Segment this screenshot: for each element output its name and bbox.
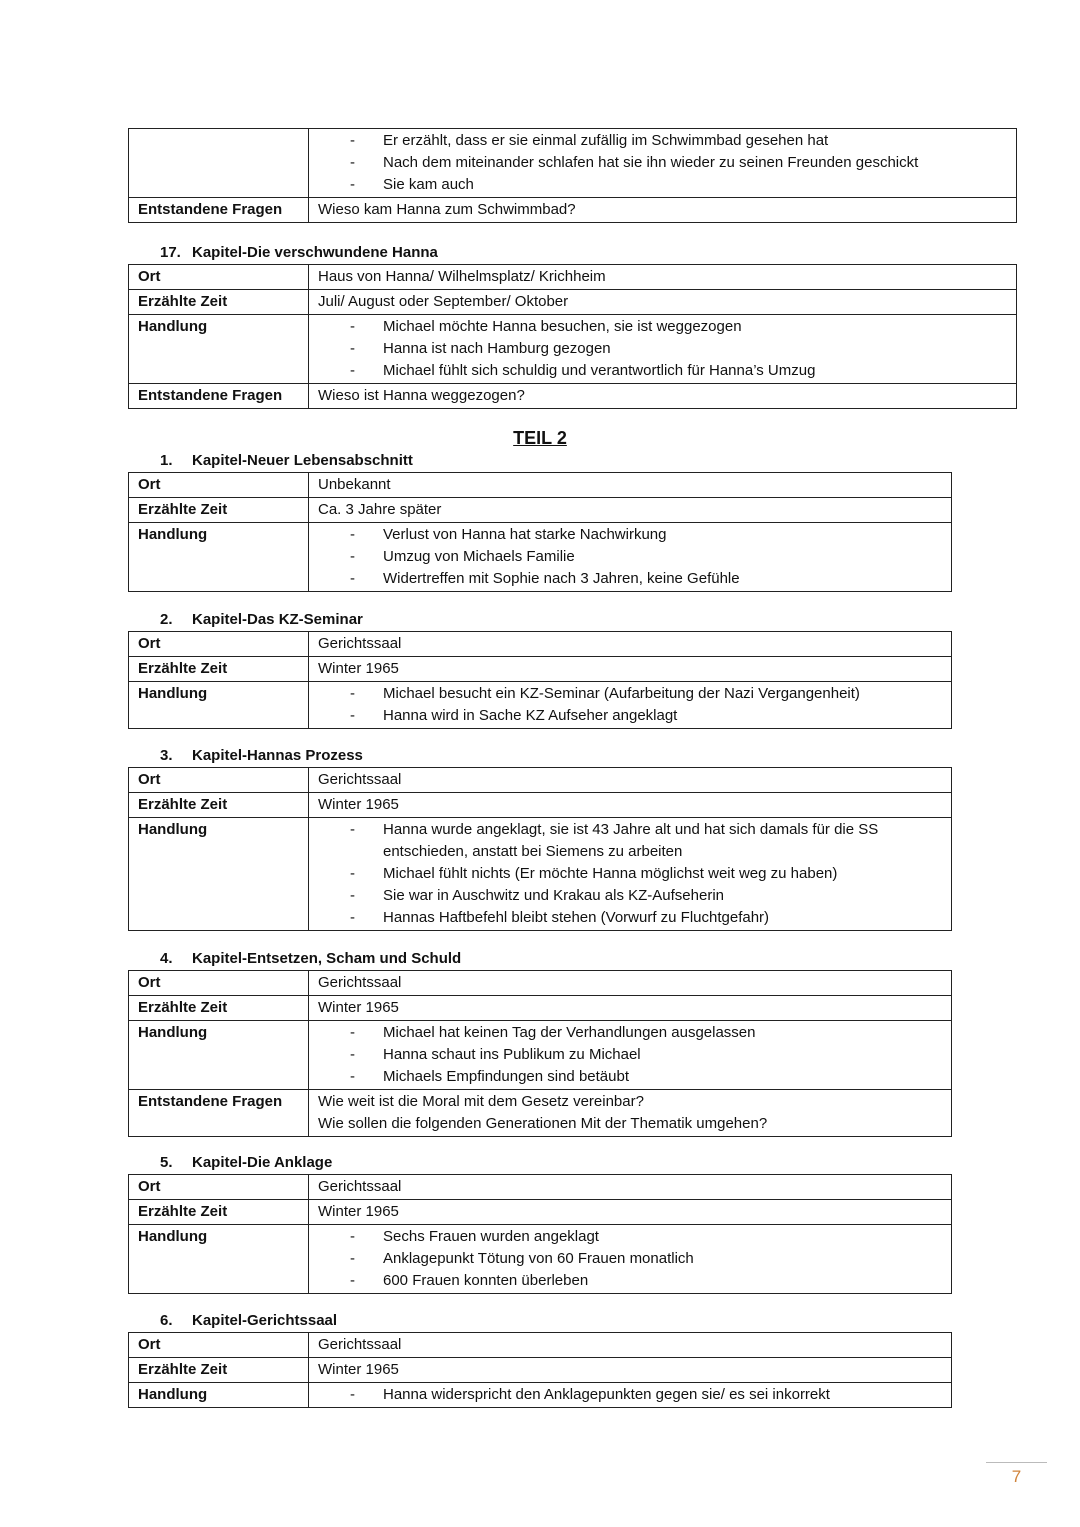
list-item: - Hannas Haftbefehl bleibt stehen (Vorwurf zu Fluchtgefahr)	[318, 907, 942, 929]
table-row	[129, 1200, 952, 1225]
ort-value: Gerichtssaal	[309, 768, 952, 793]
table-row	[129, 996, 952, 1021]
continued-table	[128, 128, 1017, 223]
list-item: - Er erzählt, dass er sie einmal zufällig im Schwimmbad gesehen hat	[318, 130, 1007, 152]
handlung-list	[318, 1384, 942, 1406]
ort-label: Ort	[129, 473, 309, 498]
handlung-cell	[309, 818, 952, 931]
handlung-list	[318, 1226, 942, 1292]
handlung-label: Handlung	[129, 1225, 309, 1294]
zeit-label: Erzählte Zeit	[129, 793, 309, 818]
chapter-table	[128, 1332, 952, 1408]
list-item: - Sie war in Auschwitz und Krakau als KZ-Aufseherin	[318, 885, 942, 907]
chapter-title	[128, 450, 952, 472]
list-item: - Hanna wird in Sache KZ Aufseher angeklagt	[318, 705, 942, 727]
chapter-title-text: Kapitel-Entsetzen, Scham und Schuld	[192, 950, 462, 967]
handlung-label: Handlung	[129, 682, 309, 729]
ort-value: Gerichtssaal	[309, 632, 952, 657]
chapter-table	[128, 631, 952, 729]
table-row	[129, 818, 952, 931]
handlung-list	[318, 819, 942, 929]
table-row	[129, 1333, 952, 1358]
table-row	[129, 682, 952, 729]
fragen-cell	[309, 1090, 952, 1137]
fragen-value: Wie weit ist die Moral mit dem Gesetz vereinbar?	[318, 1093, 644, 1110]
zeit-label: Erzählte Zeit	[129, 290, 309, 315]
chapter-title-text: Kapitel-Die Anklage	[192, 1154, 333, 1171]
table-row	[129, 1358, 952, 1383]
list-item: - Widertreffen mit Sophie nach 3 Jahren, keine Gefühle	[318, 568, 942, 590]
chapter-number: 17.	[160, 244, 181, 261]
chapter-title-text: Kapitel-Hannas Prozess	[192, 747, 363, 764]
list-item: - Michael fühlt sich schuldig und verantwortlich für Hanna’s Umzug	[318, 360, 1007, 382]
handlung-cell	[309, 129, 1017, 198]
list-item: - Michael hat keinen Tag der Verhandlungen ausgelassen	[318, 1022, 942, 1044]
handlung-cell	[309, 1225, 952, 1294]
chapter-5-section	[128, 1152, 952, 1294]
zeit-label: Erzählte Zeit	[129, 996, 309, 1021]
table-row	[129, 198, 1017, 223]
empty-label-cell	[129, 129, 309, 198]
handlung-list	[318, 524, 942, 590]
list-item: - Hanna schaut ins Publikum zu Michael	[318, 1044, 942, 1066]
chapter-number: 5.	[160, 1154, 173, 1171]
zeit-label: Erzählte Zeit	[129, 1358, 309, 1383]
list-item: - Nach dem miteinander schlafen hat sie ihn wieder zu seinen Freunden geschickt	[318, 152, 1007, 174]
fragen-label: Entstandene Fragen	[129, 384, 309, 409]
table-row	[129, 971, 952, 996]
chapter-number: 1.	[160, 452, 173, 469]
chapter-table	[128, 1174, 952, 1294]
handlung-cell	[309, 682, 952, 729]
handlung-label: Handlung	[129, 1383, 309, 1408]
fragen-value: Wieso ist Hanna weggezogen?	[309, 384, 1017, 409]
zeit-label: Erzählte Zeit	[129, 657, 309, 682]
list-item: - Michael besucht ein KZ-Seminar (Aufarbeitung der Nazi Vergangenheit)	[318, 683, 942, 705]
ort-label: Ort	[129, 265, 309, 290]
chapter-1-section	[128, 450, 952, 592]
chapter-title-text: Kapitel-Das KZ-Seminar	[192, 611, 363, 628]
table-row	[129, 315, 1017, 384]
part-2-heading: TEIL 2	[513, 428, 567, 448]
ort-value: Haus von Hanna/ Wilhelmsplatz/ Krichheim	[309, 265, 1017, 290]
zeit-value: Juli/ August oder September/ Oktober	[309, 290, 1017, 315]
table-row	[129, 1175, 952, 1200]
table-row	[129, 523, 952, 592]
ort-label: Ort	[129, 632, 309, 657]
table-row	[129, 129, 1017, 198]
list-item: - Sie kam auch	[318, 174, 1007, 196]
handlung-cell	[309, 1021, 952, 1090]
chapter-title-text: Kapitel-Neuer Lebensabschnitt	[192, 452, 413, 469]
table-row	[129, 265, 1017, 290]
ort-value: Gerichtssaal	[309, 1333, 952, 1358]
ort-value: Gerichtssaal	[309, 1175, 952, 1200]
handlung-cell	[309, 523, 952, 592]
fragen-value: Wieso kam Hanna zum Schwimmbad?	[309, 198, 1017, 223]
handlung-label: Handlung	[129, 818, 309, 931]
handlung-list	[318, 683, 942, 727]
handlung-cell	[309, 315, 1017, 384]
list-item: - Michael möchte Hanna besuchen, sie ist weggezogen	[318, 316, 1007, 338]
chapter-title	[128, 242, 1017, 264]
chapter-6-section	[128, 1310, 952, 1408]
list-item: - Sechs Frauen wurden angeklagt	[318, 1226, 942, 1248]
zeit-value: Winter 1965	[309, 657, 952, 682]
zeit-label: Erzählte Zeit	[129, 498, 309, 523]
zeit-value: Winter 1965	[309, 996, 952, 1021]
ort-label: Ort	[129, 1333, 309, 1358]
table-row	[129, 632, 952, 657]
ort-value: Unbekannt	[309, 473, 952, 498]
zeit-value: Winter 1965	[309, 793, 952, 818]
chapter-table	[128, 767, 952, 931]
handlung-list	[318, 130, 1007, 196]
chapter-number: 6.	[160, 1312, 173, 1329]
fragen-value: Wie sollen die folgenden Generationen Mit der Thematik umgehen?	[318, 1115, 768, 1132]
ort-label: Ort	[129, 971, 309, 996]
chapter-17-section	[128, 242, 1017, 409]
chapter-table	[128, 472, 952, 592]
continued-section	[128, 128, 1017, 223]
handlung-label: Handlung	[129, 523, 309, 592]
chapter-title	[128, 745, 952, 767]
fragen-label: Entstandene Fragen	[129, 1090, 309, 1137]
zeit-value: Winter 1965	[309, 1200, 952, 1225]
chapter-title	[128, 1310, 952, 1332]
table-row	[129, 793, 952, 818]
table-row	[129, 473, 952, 498]
chapter-4-section	[128, 948, 952, 1137]
table-row	[129, 768, 952, 793]
handlung-list	[318, 316, 1007, 382]
chapter-number: 4.	[160, 950, 173, 967]
handlung-label: Handlung	[129, 1021, 309, 1090]
ort-label: Ort	[129, 1175, 309, 1200]
chapter-3-section	[128, 745, 952, 931]
chapter-number: 2.	[160, 611, 173, 628]
chapter-number: 3.	[160, 747, 173, 764]
zeit-value: Winter 1965	[309, 1358, 952, 1383]
handlung-list	[318, 1022, 942, 1088]
ort-value: Gerichtssaal	[309, 971, 952, 996]
handlung-cell	[309, 1383, 952, 1408]
chapter-title	[128, 1152, 952, 1174]
table-row	[129, 498, 952, 523]
table-row	[129, 384, 1017, 409]
table-row	[129, 1021, 952, 1090]
list-item: - Hanna widerspricht den Anklagepunkten gegen sie/ es sei inkorrekt	[318, 1384, 942, 1406]
page-number: 7	[1011, 1467, 1022, 1486]
table-row	[129, 1383, 952, 1408]
table-row	[129, 1090, 952, 1137]
chapter-table	[128, 264, 1017, 409]
list-item: - Anklagepunkt Tötung von 60 Frauen monatlich	[318, 1248, 942, 1270]
table-row	[129, 657, 952, 682]
chapter-title-text: Kapitel-Die verschwundene Hanna	[192, 244, 438, 261]
footer-rule	[986, 1462, 1047, 1463]
list-item: - Michael fühlt nichts (Er möchte Hanna möglichst weit weg zu haben)	[318, 863, 942, 885]
handlung-label: Handlung	[129, 315, 309, 384]
fragen-label: Entstandene Fragen	[129, 198, 309, 223]
zeit-label: Erzählte Zeit	[129, 1200, 309, 1225]
list-item: - Hanna wurde angeklagt, sie ist 43 Jahre alt und hat sich damals für die SS entschieden, anstatt bei Siemens zu arbeiten	[318, 819, 942, 863]
list-item: - Michaels Empfindungen sind betäubt	[318, 1066, 942, 1088]
list-item: - Umzug von Michaels Familie	[318, 546, 942, 568]
table-row	[129, 290, 1017, 315]
zeit-value: Ca. 3 Jahre später	[309, 498, 952, 523]
list-item: - Verlust von Hanna hat starke Nachwirkung	[318, 524, 942, 546]
chapter-title	[128, 948, 952, 970]
list-item: - 600 Frauen konnten überleben	[318, 1270, 942, 1292]
list-item: - Hanna ist nach Hamburg gezogen	[318, 338, 1007, 360]
table-row	[129, 1225, 952, 1294]
chapter-title	[128, 609, 952, 631]
chapter-table	[128, 970, 952, 1137]
ort-label: Ort	[129, 768, 309, 793]
chapter-2-section	[128, 609, 952, 729]
chapter-title-text: Kapitel-Gerichtssaal	[192, 1312, 338, 1329]
